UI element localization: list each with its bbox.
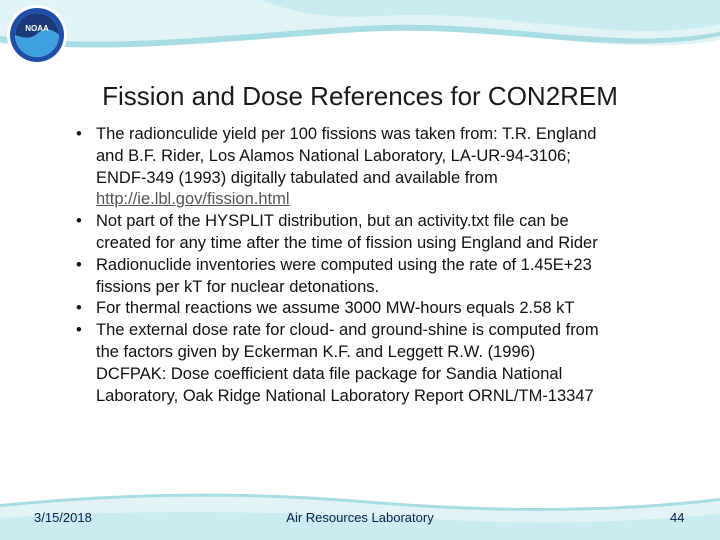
slide-title: Fission and Dose References for CON2REM	[102, 81, 618, 111]
bullet-item	[76, 211, 676, 255]
page-number: 44	[670, 510, 685, 525]
footer-organization: Air Resources Laboratory	[286, 510, 434, 525]
noaa-logo-icon	[6, 4, 68, 66]
bullet-line: created for any time after the time of fission using England and Rider	[96, 233, 598, 252]
bullet-item	[76, 255, 676, 299]
bullet-line: ENDF-349 (1993) digitally tabulated and available from	[96, 168, 498, 187]
top-wave-band	[0, 0, 720, 80]
bullet-line: • The radionculide yield per 100 fissions was taken from: T.R. England	[96, 125, 597, 143]
fission-link[interactable]: http://ie.lbl.gov/fission.html	[96, 190, 290, 209]
bullet-line: and B.F. Rider, Los Alamos National Laboratory, LA-UR-94-3106;	[96, 146, 571, 165]
bullet-line: • Not part of the HYSPLIT distribution, but an activity.txt file can be	[96, 212, 569, 231]
bullet-item	[76, 298, 676, 320]
bullet-line: • For thermal reactions we assume 3000 MW-hours equals 2.58 kT	[96, 299, 575, 318]
bullet-line: • The external dose rate for cloud- and ground-shine is computed from	[96, 321, 599, 340]
bullet-line: the factors given by Eckerman K.F. and Leggett R.W. (1996)	[96, 342, 536, 361]
bullet-line: fissions per kT for nuclear detonations.	[96, 277, 380, 296]
bullet-item	[76, 320, 676, 407]
bullet-item	[76, 124, 676, 211]
logo-text: NOAA	[25, 24, 49, 33]
bullet-line: Laboratory, Oak Ridge National Laboratory Report ORNL/TM-13347	[96, 386, 594, 405]
bullet-line: • Radionuclide inventories were computed using the rate of 1.45E+23	[96, 255, 592, 274]
bullet-list	[76, 124, 676, 407]
bullet-line: DCFPAK: Dose coefficient data file package for Sandia National	[96, 364, 563, 383]
footer-date: 3/15/2018	[34, 510, 92, 525]
